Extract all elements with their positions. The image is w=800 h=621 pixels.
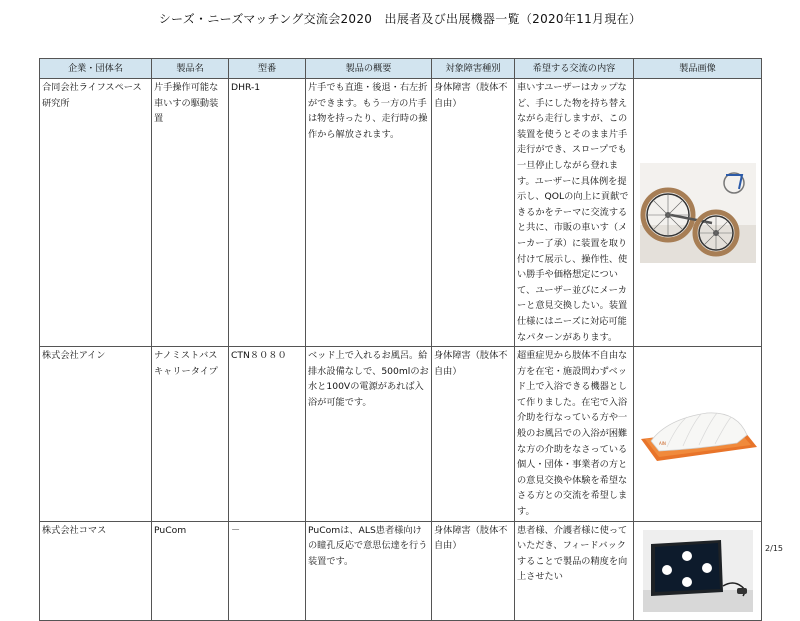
cell-summary: 片手でも直進・後退・右左折ができます。もう一方の片手は物を持ったり、走行時の操作から解放されます。	[306, 79, 432, 347]
cell-model: CTN８０８０	[229, 347, 306, 522]
cell-product: PuCom	[152, 521, 229, 620]
cell-target: 身体障害（肢体不自由）	[432, 347, 515, 522]
cell-company: 株式会社コマス	[40, 521, 152, 620]
header-exchange: 希望する交流の内容	[515, 59, 634, 79]
wheelchair-drive-photo	[640, 163, 756, 263]
cell-target: 身体障害（肢体不自由）	[432, 521, 515, 620]
cell-exchange: 超重症児から肢体不自由な方を在宅・施設問わずベッド上で入浴できる機器として作りました。在宅で入浴介助を行なっている方や一般のお風呂での入浴が困難な方の介助をなさっている個人・団体・事業者の方との意見交換や体験を希望なさる方との交流を希望します。	[515, 347, 634, 522]
table-row	[40, 79, 762, 347]
header-summary: 製品の概要	[306, 59, 432, 79]
cell-company: 合同会社ライフスペース研究所	[40, 79, 152, 347]
cell-image	[634, 347, 762, 522]
table-header-row	[40, 59, 762, 79]
cell-model: DHR-1	[229, 79, 306, 347]
svg-text:AIN: AIN	[658, 440, 666, 446]
cell-image	[634, 521, 762, 620]
exhibitor-table	[39, 58, 762, 621]
pucom-tablet-photo	[643, 530, 753, 612]
cell-company: 株式会社アイン	[40, 347, 152, 522]
cell-summary: ベッド上で入れるお風呂。給排水設備なしで、500mlのお水と100Vの電源があれば入浴が可能です。	[306, 347, 432, 522]
page-title: シーズ・ニーズマッチング交流会2020 出展者及び出展機器一覧（2020年11月現在）	[158, 12, 642, 26]
cell-product: ナノミストバス キャリータイプ	[152, 347, 229, 522]
header-target: 対象障害種別	[432, 59, 515, 79]
table-row	[40, 521, 762, 620]
cell-summary: PuComは、ALS患者様向けの瞳孔反応で意思伝達を行う装置です。	[306, 521, 432, 620]
table-row	[40, 347, 762, 522]
page-number: 2/15	[765, 544, 783, 553]
header-image: 製品画像	[634, 59, 762, 79]
header-model: 型番	[229, 59, 306, 79]
header-company: 企業・団体名	[40, 59, 152, 79]
cell-image	[634, 79, 762, 347]
cell-exchange: 患者様、介護者様に使っていただき、フィードバックすることで製品の精度を向上させたい	[515, 521, 634, 620]
cell-target: 身体障害（肢体不自由）	[432, 79, 515, 347]
header-product: 製品名	[152, 59, 229, 79]
cell-product: 片手操作可能な車いすの駆動装置	[152, 79, 229, 347]
cell-model: －	[229, 521, 306, 620]
mist-bath-photo	[637, 399, 759, 469]
cell-exchange: 車いすユーザーはカップなど、手にした物を持ち替えながら走行しますが、この装置を使うとそのまま片手走行ができ、スロープでも一旦停止しながら登れます。ユーザーに具体例を提示し、QOLの向上に貢献できるかをテーマに交流すると共に、市販の車いす（メーカー了承）に装置を取り付けて展示し、操作性、使い勝手や価格想定について、ユーザー並びにメーカーと意見交換したい。装置仕様にはニーズに対応可能なパターンがあります。	[515, 79, 634, 347]
